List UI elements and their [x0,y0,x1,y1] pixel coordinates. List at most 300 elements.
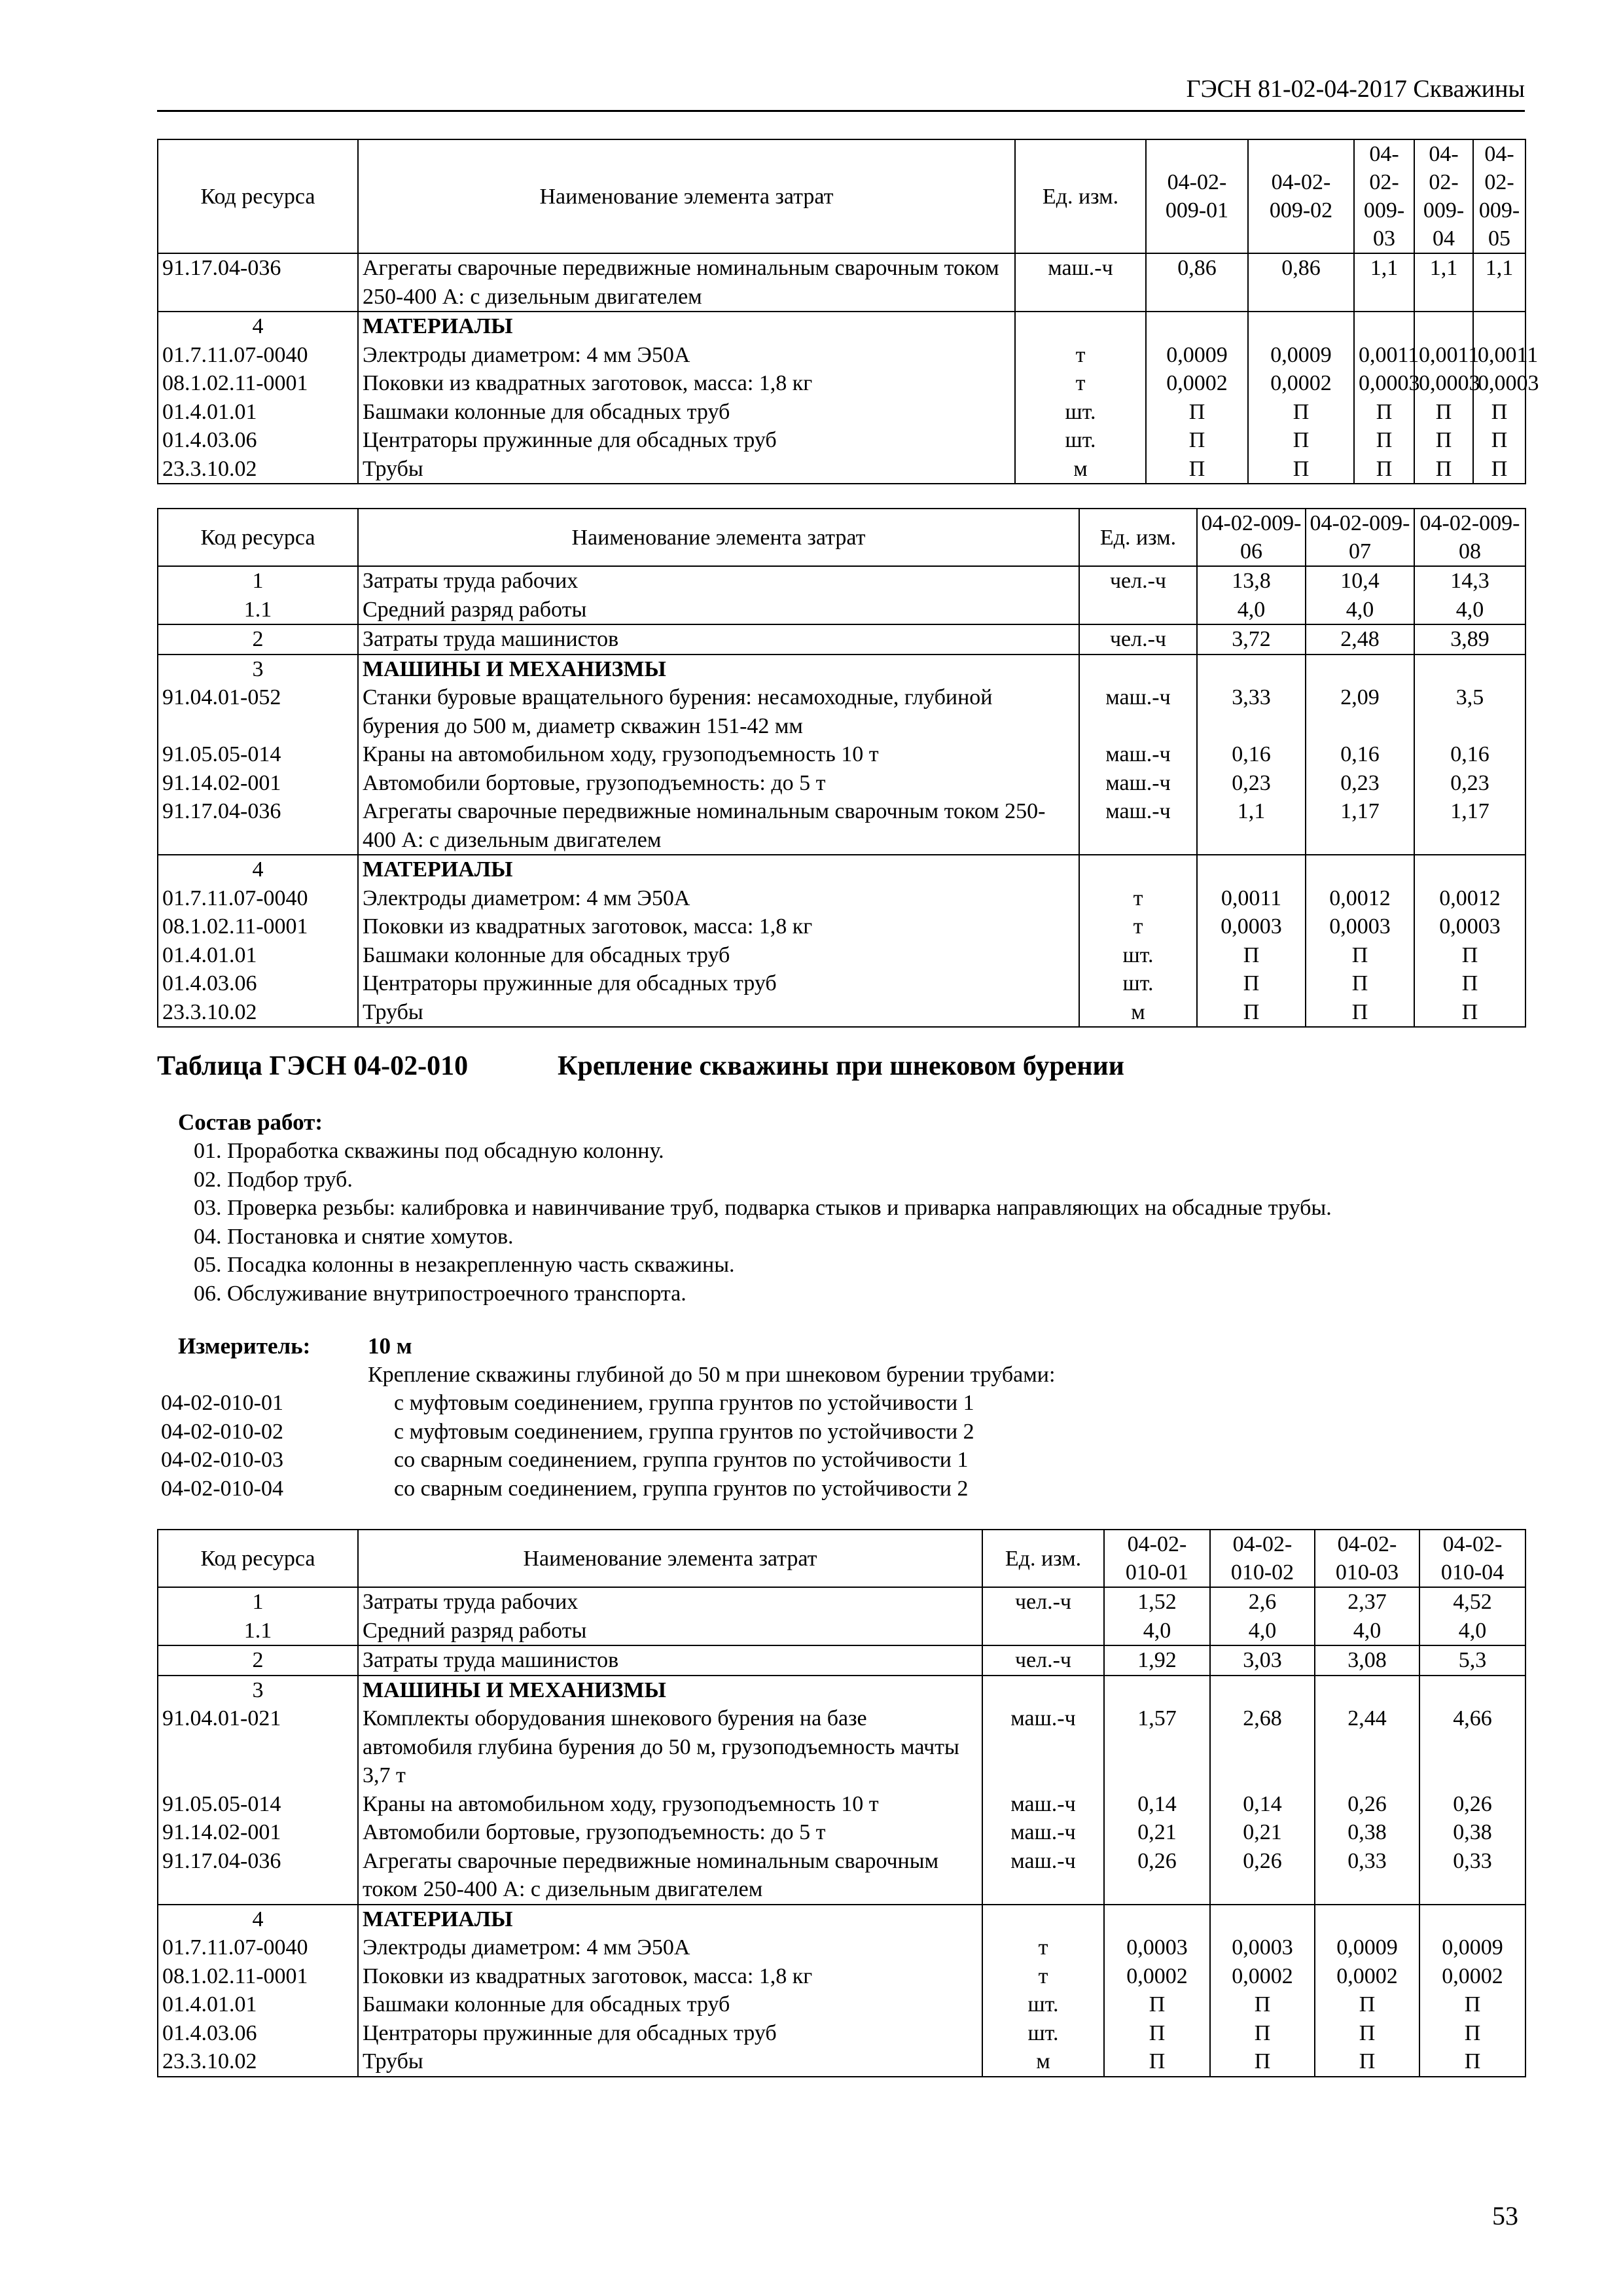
table-row [158,369,1525,398]
variant-text: со сварным соединением, группа грунтов по устойчивости 1 [394,1448,969,1472]
value-cell: 0,0003 [1414,369,1473,398]
value-cell [1210,1905,1315,1934]
value-cell [1419,1905,1525,1934]
value-cell [1414,312,1473,341]
resource-name: Центраторы пружинные для обсадных труб [358,969,1079,998]
table-row [158,2019,1525,2048]
value-cell [1197,655,1306,684]
unit: маш.-ч [1079,740,1197,769]
resource-table-04-02-009-part1 [157,139,1539,484]
table-row [158,1587,1525,1617]
column-header: Код ресурса [158,1530,358,1587]
value-cell: 4,0 [1315,1617,1419,1646]
value-cell [1104,1676,1210,1705]
table-row [158,683,1525,740]
value-cell: 0,0002 [1146,369,1248,398]
header-row [158,1530,1525,1587]
column-header: Наименование элемента затрат [358,509,1079,566]
work-item: 06. Обслуживание внутрипостроечного транспорта. [194,1281,687,1306]
resource-name: Затраты труда рабочих [358,1587,982,1617]
resource-code: 01.4.01.01 [158,398,358,427]
unit: маш.-ч [1079,797,1197,855]
value-cell: 0,0011 [1354,341,1414,370]
resource-name: Затраты труда машинистов [358,624,1079,655]
resource-name: Затраты труда машинистов [358,1645,982,1676]
table-row [158,1847,1525,1905]
table-number: Таблица ГЭСН 04-02-010 [157,1051,469,1081]
value-cell [1306,655,1414,684]
unit: чел.-ч [1079,624,1197,655]
table-row [158,455,1525,484]
resource-code: 08.1.02.11-0001 [158,369,358,398]
value-cell [1104,1905,1210,1934]
value-cell: 3,03 [1210,1645,1315,1676]
resource-name: Поковки из квадратных заготовок, масса: 1,8 кг [358,912,1079,941]
value-cell: 14,3 [1414,566,1525,596]
value-cell: П [1414,398,1473,427]
column-header: 04-02-009-02 [1248,139,1354,253]
unit: т [982,1962,1104,1991]
column-header: 04-02-009-05 [1473,139,1525,253]
value-cell: 0,0002 [1419,1962,1525,1991]
unit [1079,596,1197,625]
value-cell: 1,92 [1104,1645,1210,1676]
column-header: Наименование элемента затрат [358,139,1015,253]
variant-text: со сварным соединением, группа грунтов по устойчивости 2 [394,1476,969,1501]
value-cell: 3,5 [1414,683,1525,740]
value-cell: 1,1 [1473,253,1525,312]
table-row [158,797,1525,855]
resource-code: 01.4.03.06 [158,969,358,998]
unit: чел.-ч [982,1645,1104,1676]
table-heading [157,1050,1124,1082]
value-cell: П [1315,2019,1419,2048]
resource-code: 01.4.03.06 [158,426,358,455]
variant-text: с муфтовым соединением, группа грунтов по устойчивости 2 [394,1419,974,1444]
work-composition-list [194,1137,1332,1308]
unit [1015,312,1146,341]
section-row [158,655,1525,684]
work-item: 02. Подбор труб. [194,1167,353,1192]
resource-code: 23.3.10.02 [158,2047,358,2077]
column-header: 04-02-009-01 [1146,139,1248,253]
value-cell: 0,38 [1315,1818,1419,1847]
unit [1079,655,1197,684]
table-row [158,941,1525,970]
value-cell: П [1414,426,1473,455]
value-cell: П [1414,455,1473,484]
resource-name: Башмаки колонные для обсадных труб [358,398,1015,427]
column-header: 04-02-009-04 [1414,139,1473,253]
table-row [158,426,1525,455]
resource-code: 4 [158,855,358,884]
table-row [158,596,1525,625]
section-row [158,1905,1525,1934]
value-cell: П [1354,455,1414,484]
resource-code: 91.05.05-014 [158,1790,358,1819]
value-cell: 0,86 [1248,253,1354,312]
column-header: 04-02-010-03 [1315,1530,1419,1587]
unit: чел.-ч [982,1587,1104,1617]
section-row [158,855,1525,884]
section-row [158,1676,1525,1705]
unit: маш.-ч [1015,253,1146,312]
value-cell: 4,0 [1306,596,1414,625]
column-header: Наименование элемента затрат [358,1530,982,1587]
resource-code: 91.04.01-021 [158,1704,358,1790]
column-header: Ед. изм. [1079,509,1197,566]
value-cell: П [1146,398,1248,427]
value-cell: 0,0011 [1197,884,1306,913]
value-cell: 0,0011 [1473,341,1525,370]
value-cell: П [1306,969,1414,998]
variant-row [161,1389,974,1418]
value-cell: П [1414,969,1525,998]
resource-code: 2 [158,1645,358,1676]
resource-name: Трубы [358,2047,982,2077]
variant-row [161,1446,974,1475]
resource-code: 01.4.03.06 [158,2019,358,2048]
value-cell: 4,0 [1419,1617,1525,1646]
resource-name: МАТЕРИАЛЫ [358,855,1079,884]
resource-name: Центраторы пружинные для обсадных труб [358,2019,982,2048]
resource-code: 3 [158,655,358,684]
unit [982,1676,1104,1705]
unit: чел.-ч [1079,566,1197,596]
value-cell [1306,855,1414,884]
resource-code: 91.04.01-052 [158,683,358,740]
value-cell: П [1104,2047,1210,2077]
unit: шт. [982,2019,1104,2048]
value-cell: 0,38 [1419,1818,1525,1847]
value-cell: 0,0012 [1306,884,1414,913]
resource-name: Комплекты оборудования шнекового бурения на базе автомобиля глубина бурения до 50 м, грузоподъемность мачты 3,7 т [358,1704,982,1790]
value-cell: 1,1 [1197,797,1306,855]
variant-row [161,1475,974,1503]
table-row [158,884,1525,913]
value-cell: 3,33 [1197,683,1306,740]
work-item: 01. Проработка скважины под обсадную колонну. [194,1139,664,1163]
value-cell: 2,6 [1210,1587,1315,1617]
column-header: Код ресурса [158,509,358,566]
unit: м [982,2047,1104,2077]
resource-name: Поковки из квадратных заготовок, масса: 1,8 кг [358,1962,982,1991]
value-cell: 0,21 [1210,1818,1315,1847]
value-cell: П [1197,941,1306,970]
value-cell: П [1210,2047,1315,2077]
unit [1079,855,1197,884]
resource-table-04-02-010 [157,1529,1526,2077]
value-cell: П [1315,1990,1419,2019]
table-row [158,1962,1525,1991]
table-row [158,998,1525,1028]
resource-code: 01.7.11.07-0040 [158,341,358,370]
value-cell: 0,0009 [1419,1933,1525,1962]
value-cell: 0,0003 [1197,912,1306,941]
value-cell: 4,0 [1104,1617,1210,1646]
value-cell: П [1306,998,1414,1028]
resource-name: Электроды диаметром: 4 мм Э50А [358,884,1079,913]
value-cell: 13,8 [1197,566,1306,596]
value-cell: 1,57 [1104,1704,1210,1790]
value-cell: 0,0003 [1210,1933,1315,1962]
value-cell: П [1104,1990,1210,2019]
value-cell: П [1419,2019,1525,2048]
value-cell: 0,26 [1315,1790,1419,1819]
resource-code: 1 [158,566,358,596]
resource-name: МАШИНЫ И МЕХАНИЗМЫ [358,655,1079,684]
resource-code: 4 [158,1905,358,1934]
value-cell: 1,1 [1354,253,1414,312]
resource-code: 91.17.04-036 [158,1847,358,1905]
unit: шт. [1015,426,1146,455]
value-cell: 0,26 [1210,1847,1315,1905]
variant-code: 04-02-010-04 [161,1476,283,1501]
resource-name: Автомобили бортовые, грузоподъемность: до 5 т [358,1818,982,1847]
resource-name: МАШИНЫ И МЕХАНИЗМЫ [358,1676,982,1705]
value-cell: 0,0009 [1146,341,1248,370]
value-cell: 2,37 [1315,1587,1419,1617]
value-cell [1419,1676,1525,1705]
unit: т [1079,884,1197,913]
value-cell: 0,16 [1414,740,1525,769]
table-row [158,1790,1525,1819]
work-item: 03. Проверка резьбы: калибровка и навинчивание труб, подварка стыков и приварка направляющих на обсадные трубы. [194,1196,1332,1220]
unit: шт. [1079,941,1197,970]
value-cell: 0,26 [1104,1847,1210,1905]
unit: шт. [1079,969,1197,998]
value-cell: П [1473,398,1525,427]
resource-code: 91.17.04-036 [158,253,358,312]
resource-name: МАТЕРИАЛЫ [358,1905,982,1934]
table-row [158,624,1525,655]
table-row [158,1990,1525,2019]
resource-code: 01.7.11.07-0040 [158,884,358,913]
value-cell: 0,26 [1419,1790,1525,1819]
value-cell [1473,312,1525,341]
value-cell: 2,68 [1210,1704,1315,1790]
meter-description: Крепление скважины глубиной до 50 м при шнековом бурении трубами: [368,1363,1056,1387]
table-row [158,769,1525,798]
value-cell [1414,855,1525,884]
table-row [158,1704,1525,1790]
header-row [158,509,1525,566]
resource-code: 2 [158,624,358,655]
column-header: Ед. изм. [982,1530,1104,1587]
unit: маш.-ч [982,1790,1104,1819]
value-cell: 0,0002 [1104,1962,1210,1991]
resource-name: Средний разряд работы [358,596,1079,625]
table-row [158,740,1525,769]
value-cell: 0,23 [1306,769,1414,798]
value-cell: 2,48 [1306,624,1414,655]
resource-code: 23.3.10.02 [158,998,358,1028]
value-cell: 0,0009 [1248,341,1354,370]
variant-row [161,1418,974,1446]
unit [982,1617,1104,1646]
value-cell: 0,16 [1197,740,1306,769]
variant-code: 04-02-010-03 [161,1448,283,1472]
table-row [158,1933,1525,1962]
value-cell: 0,0003 [1414,912,1525,941]
value-cell [1354,312,1414,341]
resource-code: 01.7.11.07-0040 [158,1933,358,1962]
unit: маш.-ч [982,1704,1104,1790]
work-composition-title: Состав работ: [178,1109,323,1135]
work-item: 04. Постановка и снятие хомутов. [194,1224,514,1249]
value-cell: 0,0003 [1104,1933,1210,1962]
value-cell [1146,312,1248,341]
value-cell: 1,1 [1414,253,1473,312]
value-cell [1414,655,1525,684]
table-row [158,912,1525,941]
value-cell: 0,14 [1104,1790,1210,1819]
value-cell: 2,44 [1315,1704,1419,1790]
table-row [158,1645,1525,1676]
unit: маш.-ч [1079,683,1197,740]
resource-code: 08.1.02.11-0001 [158,1962,358,1991]
resource-code: 91.14.02-001 [158,1818,358,1847]
value-cell: 3,72 [1197,624,1306,655]
value-cell: 4,52 [1419,1587,1525,1617]
value-cell [1315,1676,1419,1705]
resource-name: Трубы [358,998,1079,1028]
value-cell: П [1210,2019,1315,2048]
work-item: 05. Посадка колонны в незакрепленную часть скважины. [194,1253,735,1277]
value-cell: 4,0 [1414,596,1525,625]
value-cell: П [1197,998,1306,1028]
value-cell: 0,0003 [1354,369,1414,398]
value-cell: 0,86 [1146,253,1248,312]
value-cell: 0,33 [1419,1847,1525,1905]
table-row [158,1617,1525,1646]
page-number: 53 [1492,2201,1518,2231]
value-cell: 4,66 [1419,1704,1525,1790]
value-cell: П [1473,455,1525,484]
table-title: Крепление скважины при шнековом бурении [558,1051,1124,1081]
value-cell: П [1414,941,1525,970]
resource-table-04-02-009-part2 [157,508,1526,1028]
value-cell: 1,17 [1306,797,1414,855]
unit: т [982,1933,1104,1962]
value-cell: П [1315,2047,1419,2077]
value-cell: 3,08 [1315,1645,1419,1676]
value-cell: 10,4 [1306,566,1414,596]
table-row [158,341,1525,370]
resource-name: Станки буровые вращательного бурения: несамоходные, глубиной бурения до 500 м, диаметр скважин 151-42 мм [358,683,1079,740]
resource-code: 91.14.02-001 [158,769,358,798]
value-cell: 0,0003 [1473,369,1525,398]
value-cell: П [1146,455,1248,484]
header-row [158,139,1525,253]
column-header: 04-02-010-01 [1104,1530,1210,1587]
value-cell: 0,0002 [1210,1962,1315,1991]
value-cell: П [1473,426,1525,455]
resource-code: 01.4.01.01 [158,1990,358,2019]
resource-code: 91.17.04-036 [158,797,358,855]
value-cell: 0,0009 [1315,1933,1419,1962]
resource-code: 91.05.05-014 [158,740,358,769]
value-cell: 2,09 [1306,683,1414,740]
resource-name: Автомобили бортовые, грузоподъемность: до 5 т [358,769,1079,798]
value-cell [1197,855,1306,884]
column-header: 04-02-010-04 [1419,1530,1525,1587]
resource-name: Агрегаты сварочные передвижные номинальным сварочным током 250-400 А: с дизельным двигателем [358,1847,982,1905]
unit: шт. [982,1990,1104,2019]
table-row [158,969,1525,998]
value-cell: 5,3 [1419,1645,1525,1676]
table-row [158,398,1525,427]
column-header: Ед. изм. [1015,139,1146,253]
resource-code: 01.4.01.01 [158,941,358,970]
resource-code: 4 [158,312,358,341]
meter-value: 10 м [368,1333,412,1359]
value-cell: 0,0002 [1315,1962,1419,1991]
value-cell: 1,17 [1414,797,1525,855]
resource-code: 1.1 [158,1617,358,1646]
resource-code: 1.1 [158,596,358,625]
running-header: ГЭСН 81-02-04-2017 Скважины [157,73,1525,112]
value-cell: 3,89 [1414,624,1525,655]
column-header: 04-02-009-03 [1354,139,1414,253]
value-cell: П [1248,426,1354,455]
unit: маш.-ч [1079,769,1197,798]
value-cell: П [1210,1990,1315,2019]
unit: маш.-ч [982,1818,1104,1847]
resource-name: Трубы [358,455,1015,484]
resource-name: Краны на автомобильном ходу, грузоподъемность 10 т [358,1790,982,1819]
unit: т [1015,341,1146,370]
column-header: 04-02-009-06 [1197,509,1306,566]
resource-name: Башмаки колонные для обсадных труб [358,941,1079,970]
value-cell: 0,0012 [1414,884,1525,913]
value-cell: П [1414,998,1525,1028]
value-cell: 4,0 [1197,596,1306,625]
value-cell: 4,0 [1210,1617,1315,1646]
value-cell: П [1354,426,1414,455]
resource-name: Электроды диаметром: 4 мм Э50А [358,341,1015,370]
column-header: 04-02-010-02 [1210,1530,1315,1587]
value-cell: 0,14 [1210,1790,1315,1819]
unit: шт. [1015,398,1146,427]
value-cell: П [1248,398,1354,427]
value-cell: 0,23 [1414,769,1525,798]
resource-name: Затраты труда рабочих [358,566,1079,596]
value-cell: П [1104,2019,1210,2048]
value-cell: 0,0002 [1248,369,1354,398]
resource-name: Поковки из квадратных заготовок, масса: 1,8 кг [358,369,1015,398]
table-row [158,566,1525,596]
resource-name: Средний разряд работы [358,1617,982,1646]
resource-name: Электроды диаметром: 4 мм Э50А [358,1933,982,1962]
section-row [158,312,1525,341]
resource-name: Агрегаты сварочные передвижные номинальным сварочным током 250-400 А: с дизельным двигателем [358,797,1079,855]
value-cell: 0,16 [1306,740,1414,769]
resource-code: 1 [158,1587,358,1617]
value-cell: П [1419,2047,1525,2077]
value-cell: 0,23 [1197,769,1306,798]
meter-label: Измеритель: [178,1333,311,1359]
value-cell: 0,0011 [1414,341,1473,370]
value-cell: 0,0003 [1306,912,1414,941]
unit: м [1015,455,1146,484]
table-row [158,2047,1525,2077]
value-cell: П [1146,426,1248,455]
resource-name: МАТЕРИАЛЫ [358,312,1015,341]
table-row [158,253,1525,312]
meter [178,1332,412,1361]
resource-name: Центраторы пружинные для обсадных труб [358,426,1015,455]
